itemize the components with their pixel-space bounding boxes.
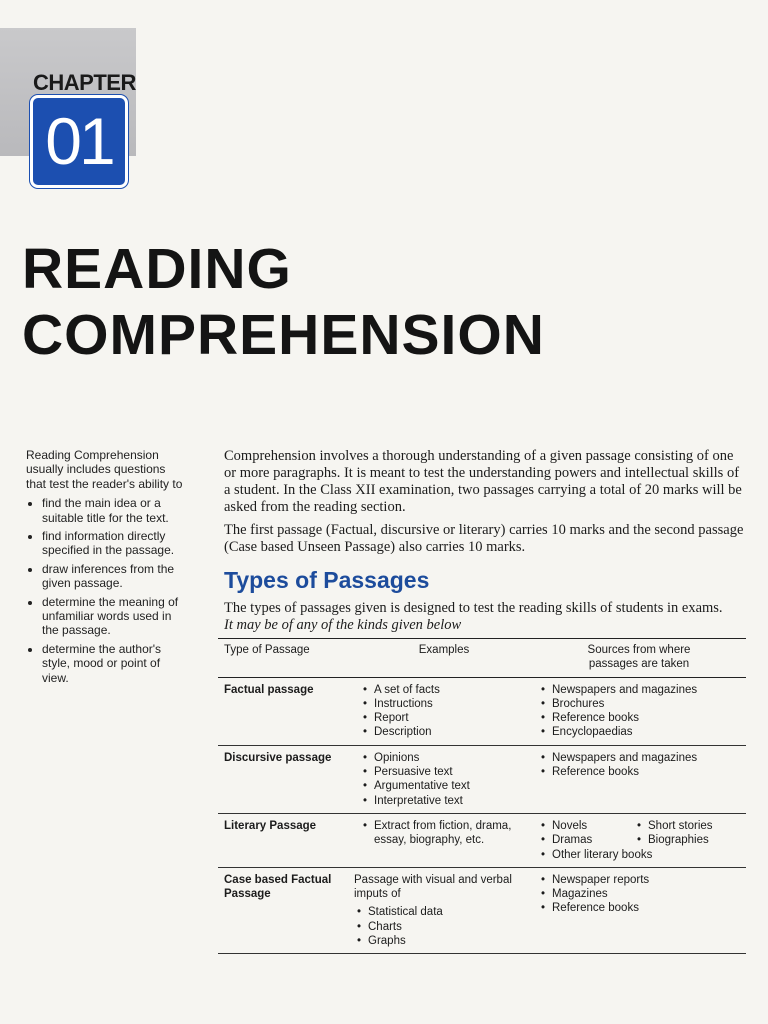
table-row bbox=[218, 745, 746, 813]
example-item: • Interpretative text bbox=[374, 794, 528, 808]
sidebar-intro: Reading Comprehension usually includes questions that test the reader's ability to bbox=[26, 448, 183, 491]
source-item: • Reference books bbox=[552, 765, 742, 779]
source-item: • Reference books bbox=[552, 901, 742, 915]
source-item: • Newspaper reports bbox=[552, 873, 742, 887]
example-item: • Opinions bbox=[374, 751, 528, 765]
example-item: • A set of facts bbox=[374, 683, 528, 697]
row-type: Factual passage bbox=[218, 677, 354, 745]
sidebar-note bbox=[26, 448, 184, 689]
source-item: • Biographies bbox=[634, 833, 734, 847]
example-item: • Report bbox=[374, 711, 528, 725]
source-item: • Newspapers and magazines bbox=[552, 683, 742, 697]
page-title bbox=[22, 236, 545, 368]
source-item: • Newspapers and magazines bbox=[552, 751, 742, 765]
row-type: Case based Factual Passage bbox=[218, 867, 354, 953]
table-row bbox=[218, 677, 746, 745]
source-item: • Brochures bbox=[552, 697, 742, 711]
paragraph-2: The first passage (Factual, discursive or literary) carries 10 marks and the second passage (Case based Unseen Passage) also carries 10 marks. bbox=[224, 522, 744, 555]
main-content bbox=[224, 448, 746, 634]
table-row bbox=[218, 867, 746, 953]
paragraph-3 bbox=[224, 600, 746, 634]
row-examples bbox=[354, 813, 532, 867]
row-sources bbox=[532, 813, 746, 867]
example-item: • Extract from fiction, drama, essay, biography, etc. bbox=[374, 819, 528, 848]
chapter-badge bbox=[0, 28, 136, 178]
paragraph-1: Comprehension involves a thorough understanding of a given passage consisting of one or more paragraphs. It is meant to test the understanding powers and intellectual skills of a student. In the Class XII examination, two passages carrying a total of 20 marks will be asked from the reading section. bbox=[224, 448, 742, 515]
chapter-label: CHAPTER bbox=[33, 70, 136, 95]
source-item: • Encyclopaedias bbox=[552, 725, 742, 739]
row-sources bbox=[532, 867, 746, 953]
source-item: • Magazines bbox=[552, 887, 742, 901]
header-examples: Examples bbox=[354, 639, 532, 678]
paragraph-3-italic: It may be of any of the kinds given below bbox=[224, 617, 462, 633]
example-item: • Charts bbox=[368, 920, 528, 934]
sidebar-item: • determine the meaning of unfamiliar words used in the passage. bbox=[42, 595, 184, 638]
example-item: • Persuasive text bbox=[374, 765, 528, 779]
examples-intro: Passage with visual and verbal imputs of bbox=[354, 873, 512, 901]
table-row bbox=[218, 813, 746, 867]
example-item: • Statistical data bbox=[368, 905, 528, 919]
paragraph-3-text: The types of passages given is designed to test the reading skills of students in exams. bbox=[224, 600, 723, 616]
title-line-1: READING bbox=[22, 237, 292, 301]
example-item: • Graphs bbox=[368, 934, 528, 948]
row-sources bbox=[532, 745, 746, 813]
source-item: • Short stories bbox=[634, 819, 734, 833]
source-item: • Novels bbox=[538, 819, 634, 833]
header-type: Type of Passage bbox=[218, 639, 354, 678]
sidebar-item: • find information directly specified in the passage. bbox=[42, 529, 184, 558]
sidebar-item: • find the main idea or a suitable title for the text. bbox=[42, 496, 184, 525]
row-examples bbox=[354, 677, 532, 745]
row-sources bbox=[532, 677, 746, 745]
example-item: • Argumentative text bbox=[374, 779, 528, 793]
sidebar-list bbox=[26, 496, 184, 685]
header-sources: Sources from where passages are taken bbox=[532, 639, 746, 678]
example-item: • Description bbox=[374, 725, 528, 739]
row-type: Discursive passage bbox=[218, 745, 354, 813]
chapter-number: 01 bbox=[30, 95, 128, 188]
source-item: • Reference books bbox=[552, 711, 742, 725]
source-item: • Other literary books bbox=[552, 848, 742, 862]
sidebar-item: • draw inferences from the given passage. bbox=[42, 562, 184, 591]
passage-types-table bbox=[218, 638, 746, 954]
row-type: Literary Passage bbox=[218, 813, 354, 867]
source-item: • Dramas bbox=[538, 833, 634, 847]
example-item: • Instructions bbox=[374, 697, 528, 711]
table-header-row bbox=[218, 639, 746, 678]
row-examples bbox=[354, 867, 532, 953]
row-examples bbox=[354, 745, 532, 813]
sidebar-item: • determine the author's style, mood or point of view. bbox=[42, 642, 184, 685]
section-heading: Types of Passages bbox=[224, 567, 430, 593]
title-line-2: COMPREHENSION bbox=[22, 303, 545, 367]
